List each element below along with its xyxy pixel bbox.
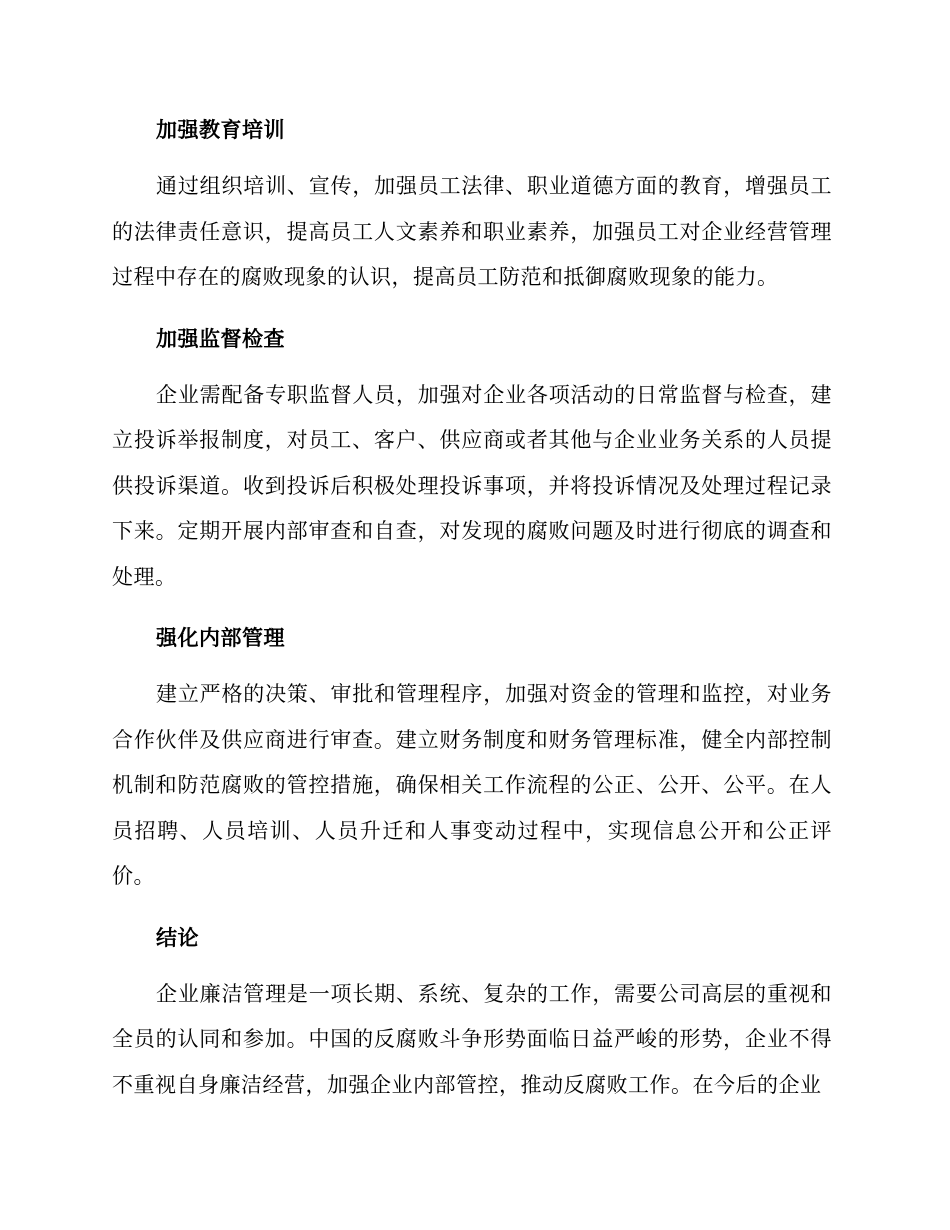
section-heading-internal-management: 强化内部管理	[156, 626, 285, 650]
section-paragraph-internal-management: 建立严格的决策、审批和管理程序，加强对资金的管理和监控，对业务合作伙伴及供应商进行审查。建立财务制度和财务管理标准，健全内部控制机制和防范腐败的管控措施，确保相关工作流程的公正、公开、公平。在人员招聘、人员培训、人员升迁和人事变动过程中，实现信息公开和公正评价。	[112, 682, 832, 888]
section-paragraph-supervision-inspection: 企业需配备专职监督人员，加强对企业各项活动的日常监督与检查，建立投诉举报制度，对员工、客户、供应商或者其他与企业业务关系的人员提供投诉渠道。收到投诉后积极处理投诉事项，并将投诉情况及处理过程记录下来。定期开展内部审查和自查，对发现的腐败问题及时进行彻底的调查和处理。	[112, 382, 832, 589]
section-paragraph-conclusion: 企业廉洁管理是一项长期、系统、复杂的工作，需要公司高层的重视和全员的认同和参加。中国的反腐败斗争形势面临日益严峻的形势，企业不得不重视自身廉洁经营，加强企业内部管控，推动反腐败工作。在今后的企业	[112, 981, 832, 1097]
section-heading-supervision-inspection: 加强监督检查	[156, 326, 285, 351]
section-paragraph-education-training: 通过组织培训、宣传，加强员工法律、职业道德方面的教育，增强员工的法律责任意识，提高员工人文素养和职业素养，加强员工对企业经营管理过程中存在的腐败现象的认识，提高员工防范和抵御腐败现象的能力。	[112, 174, 832, 289]
section-heading-education-training: 加强教育培训	[156, 118, 285, 142]
section-heading-conclusion: 结论	[156, 925, 199, 950]
document-body	[112, 112, 832, 1128]
